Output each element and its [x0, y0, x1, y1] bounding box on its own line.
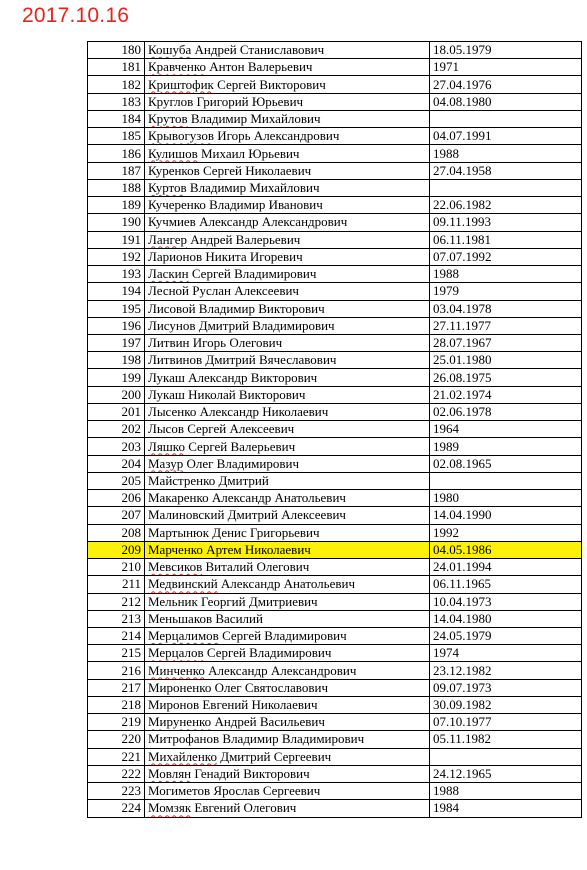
person-name: Лукаш Александр Викторович	[145, 369, 430, 386]
birth-date: 1988	[430, 145, 582, 162]
row-number: 181	[88, 59, 145, 76]
person-name: Марченко Артем Николаевич	[145, 541, 430, 558]
birth-date: 06.11.1981	[430, 231, 582, 248]
person-name: Лисовой Владимир Викторович	[145, 300, 430, 317]
row-number: 211	[88, 576, 145, 593]
birth-date: 03.04.1978	[430, 300, 582, 317]
table-row	[88, 627, 582, 644]
birth-date: 1984	[430, 800, 582, 817]
row-number: 218	[88, 696, 145, 713]
person-name: Лысов Сергей Алексеевич	[145, 421, 430, 438]
table-row	[88, 386, 582, 403]
person-name: Кравченко Антон Валерьевич	[145, 59, 430, 76]
surname: Ляшко	[148, 438, 185, 454]
birth-date: 04.08.1980	[430, 93, 582, 110]
surname: Мерцалимов	[148, 628, 219, 644]
surname: Мерцалов	[148, 645, 204, 661]
person-name: Ласкин Сергей Владимирович	[145, 266, 430, 283]
table-row	[88, 559, 582, 576]
row-number: 219	[88, 714, 145, 731]
table-row	[88, 352, 582, 369]
table-row	[88, 472, 582, 489]
table-row	[88, 731, 582, 748]
birth-date: 25.01.1980	[430, 352, 582, 369]
person-name: Кучеренко Владимир Иванович	[145, 197, 430, 214]
person-name: Куртов Владимир Михайлович	[145, 179, 430, 196]
birth-date: 28.07.1967	[430, 334, 582, 351]
person-name: Мельник Георгий Дмитриевич	[145, 593, 430, 610]
row-number: 202	[88, 421, 145, 438]
person-name: Момзяк Евгений Олегович	[145, 800, 430, 817]
row-number: 195	[88, 300, 145, 317]
table-row	[88, 283, 582, 300]
person-name: Криштофик Сергей Викторович	[145, 76, 430, 93]
person-name: Митрофанов Владимир Владимирович	[145, 731, 430, 748]
person-name: Мерцалов Сергей Владимирович	[145, 645, 430, 662]
birth-date: 24.05.1979	[430, 627, 582, 644]
birth-date	[430, 472, 582, 489]
row-number: 180	[88, 42, 145, 59]
birth-date: 18.05.1979	[430, 42, 582, 59]
table-row	[88, 128, 582, 145]
birth-date: 07.07.1992	[430, 248, 582, 265]
row-number: 187	[88, 162, 145, 179]
table-row	[88, 266, 582, 283]
table-row	[88, 162, 582, 179]
row-number: 212	[88, 593, 145, 610]
table-row	[88, 593, 582, 610]
surname: Кравченко	[148, 59, 207, 75]
table-row	[88, 800, 582, 817]
row-number: 186	[88, 145, 145, 162]
row-number: 192	[88, 248, 145, 265]
person-name: Медвинский Александр Анатольевич	[145, 576, 430, 593]
table-row	[88, 748, 582, 765]
birth-date: 30.09.1982	[430, 696, 582, 713]
table-row	[88, 197, 582, 214]
row-number: 196	[88, 317, 145, 334]
person-name: Лукаш Николай Викторович	[145, 386, 430, 403]
person-name: Крывогузов Игорь Александрович	[145, 128, 430, 145]
row-number: 206	[88, 490, 145, 507]
row-number: 194	[88, 283, 145, 300]
birth-date: 09.07.1973	[430, 679, 582, 696]
birth-date: 1989	[430, 438, 582, 455]
table-row	[88, 179, 582, 196]
row-number: 193	[88, 266, 145, 283]
birth-date: 04.05.1986	[430, 541, 582, 558]
person-name: Майстренко Дмитрий	[145, 472, 430, 489]
table-row	[88, 610, 582, 627]
row-number: 204	[88, 455, 145, 472]
row-number: 198	[88, 352, 145, 369]
table-row	[88, 645, 582, 662]
table-row	[88, 93, 582, 110]
birth-date: 02.08.1965	[430, 455, 582, 472]
birth-date: 02.06.1978	[430, 403, 582, 420]
birth-date: 14.04.1990	[430, 507, 582, 524]
person-name: Кучмиев Александр Александрович	[145, 214, 430, 231]
birth-date: 1974	[430, 645, 582, 662]
person-name: Крутов Владимир Михайлович	[145, 110, 430, 127]
birth-date	[430, 110, 582, 127]
birth-date: 27.04.1958	[430, 162, 582, 179]
person-name: Минченко Александр Александрович	[145, 662, 430, 679]
surname: Минченко	[148, 662, 205, 678]
surname: Куртов	[148, 179, 187, 195]
person-name: Мироненко Олег Святославович	[145, 679, 430, 696]
roster-table	[87, 41, 582, 818]
person-name: Мовлян Генадий Викторович	[145, 765, 430, 782]
birth-date: 22.06.1982	[430, 197, 582, 214]
birth-date: 26.08.1975	[430, 369, 582, 386]
table-row	[88, 765, 582, 782]
row-number: 182	[88, 76, 145, 93]
table-row	[88, 783, 582, 800]
table-row	[88, 438, 582, 455]
table-row	[88, 59, 582, 76]
table-row	[88, 662, 582, 679]
person-name: Кошуба Андрей Станиславович	[145, 42, 430, 59]
table-row	[88, 679, 582, 696]
person-name: Литвинов Дмитрий Вячеславович	[145, 352, 430, 369]
surname: Мазур	[148, 455, 184, 471]
surname: Ласкин	[148, 266, 189, 282]
table-row	[88, 76, 582, 93]
person-name: Мевсиков Виталий Олегович	[145, 559, 430, 576]
table-row	[88, 145, 582, 162]
birth-date: 1992	[430, 524, 582, 541]
birth-date: 27.04.1976	[430, 76, 582, 93]
birth-date: 24.12.1965	[430, 765, 582, 782]
table-row	[88, 300, 582, 317]
row-number: 213	[88, 610, 145, 627]
row-number: 189	[88, 197, 145, 214]
table-row	[88, 42, 582, 59]
person-name: Могиметов Ярослав Сергеевич	[145, 783, 430, 800]
birth-date: 1979	[430, 283, 582, 300]
person-name: Лесной Руслан Алексеевич	[145, 283, 430, 300]
birth-date: 1988	[430, 783, 582, 800]
row-number: 191	[88, 231, 145, 248]
person-name: Михайленко Дмитрий Сергеевич	[145, 748, 430, 765]
row-number: 185	[88, 128, 145, 145]
person-name: Ларионов Никита Игоревич	[145, 248, 430, 265]
surname: Кулишов	[148, 145, 198, 161]
person-name: Миронов Евгений Николаевич	[145, 696, 430, 713]
surname: Мовлян	[148, 765, 192, 781]
birth-date	[430, 179, 582, 196]
birth-date: 06.11.1965	[430, 576, 582, 593]
birth-date: 07.10.1977	[430, 714, 582, 731]
surname: Крывогузов	[148, 128, 214, 144]
birth-date	[430, 748, 582, 765]
table-row	[88, 421, 582, 438]
row-number: 205	[88, 472, 145, 489]
person-name: Куренков Сергей Николаевич	[145, 162, 430, 179]
row-number: 217	[88, 679, 145, 696]
person-name: Лысенко Александр Николаевич	[145, 403, 430, 420]
birth-date: 27.11.1977	[430, 317, 582, 334]
person-name: Круглов Григорий Юрьевич	[145, 93, 430, 110]
birth-date: 1971	[430, 59, 582, 76]
birth-date: 23.12.1982	[430, 662, 582, 679]
birth-date: 04.07.1991	[430, 128, 582, 145]
surname: Мевсиков	[148, 559, 203, 575]
table-row	[88, 403, 582, 420]
person-name: Кулишов Михаил Юрьевич	[145, 145, 430, 162]
row-number: 223	[88, 783, 145, 800]
birth-date: 05.11.1982	[430, 731, 582, 748]
table-row	[88, 369, 582, 386]
birth-date: 1980	[430, 490, 582, 507]
birth-date: 10.04.1973	[430, 593, 582, 610]
person-name: Мазур Олег Владимирович	[145, 455, 430, 472]
row-number: 215	[88, 645, 145, 662]
table-row	[88, 110, 582, 127]
table-row	[88, 524, 582, 541]
document-date: 2017.10.16	[22, 4, 130, 27]
table-row	[88, 490, 582, 507]
person-name: Лангер Андрей Валерьевич	[145, 231, 430, 248]
table-row	[88, 231, 582, 248]
table-row	[88, 214, 582, 231]
row-number: 199	[88, 369, 145, 386]
person-name: Лисунов Дмитрий Владимирович	[145, 317, 430, 334]
row-number: 188	[88, 179, 145, 196]
birth-date: 1988	[430, 266, 582, 283]
surname: Мируненко	[148, 714, 212, 730]
row-number: 200	[88, 386, 145, 403]
surname: Лангер	[148, 231, 187, 247]
row-number: 209	[88, 541, 145, 558]
table-row	[88, 696, 582, 713]
birth-date: 21.02.1974	[430, 386, 582, 403]
person-name: Мерцалимов Сергей Владимирович	[145, 627, 430, 644]
birth-date: 09.11.1993	[430, 214, 582, 231]
birth-date: 1964	[430, 421, 582, 438]
row-number: 184	[88, 110, 145, 127]
person-name: Макаренко Александр Анатольевич	[145, 490, 430, 507]
row-number: 224	[88, 800, 145, 817]
roster-table-body	[88, 42, 582, 818]
table-row	[88, 541, 582, 558]
row-number: 210	[88, 559, 145, 576]
surname: Медвинский	[148, 576, 218, 592]
table-row	[88, 248, 582, 265]
table-row	[88, 317, 582, 334]
person-name: Меньшаков Василий	[145, 610, 430, 627]
row-number: 214	[88, 627, 145, 644]
person-name: Малиновский Дмитрий Алексеевич	[145, 507, 430, 524]
table-row	[88, 334, 582, 351]
row-number: 222	[88, 765, 145, 782]
surname: Крутов	[148, 111, 188, 127]
row-number: 203	[88, 438, 145, 455]
person-name: Мируненко Андрей Васильевич	[145, 714, 430, 731]
surname: Момзяк	[148, 800, 192, 816]
row-number: 216	[88, 662, 145, 679]
table-row	[88, 576, 582, 593]
row-number: 208	[88, 524, 145, 541]
row-number: 197	[88, 334, 145, 351]
row-number: 220	[88, 731, 145, 748]
table-row	[88, 455, 582, 472]
birth-date: 24.01.1994	[430, 559, 582, 576]
table-row	[88, 507, 582, 524]
table-row	[88, 714, 582, 731]
row-number: 221	[88, 748, 145, 765]
row-number: 201	[88, 403, 145, 420]
row-number: 190	[88, 214, 145, 231]
surname: Криштофик	[148, 76, 214, 92]
person-name: Ляшко Сергей Валерьевич	[145, 438, 430, 455]
surname: Михайленко	[148, 748, 217, 764]
birth-date: 14.04.1980	[430, 610, 582, 627]
surname: Кошуба	[148, 42, 192, 58]
row-number: 207	[88, 507, 145, 524]
person-name: Литвин Игорь Олегович	[145, 334, 430, 351]
row-number: 183	[88, 93, 145, 110]
person-name: Мартынюк Денис Григорьевич	[145, 524, 430, 541]
